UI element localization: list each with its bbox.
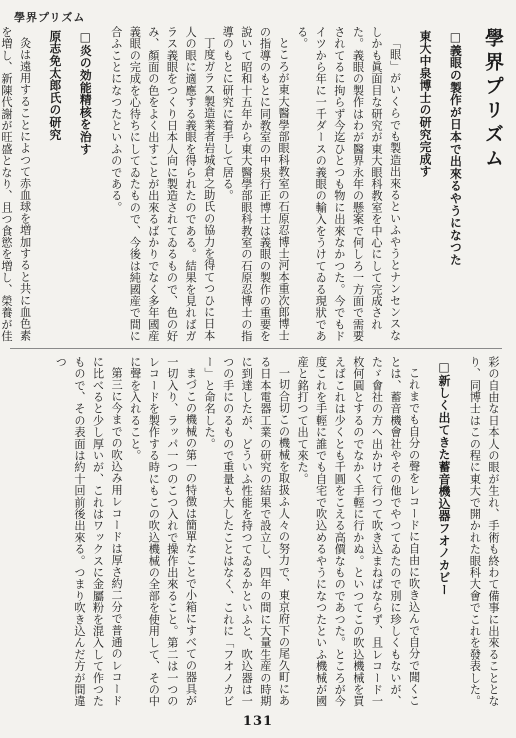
heading-text: 義眼の製作が日本で出來るやうになつた bbox=[448, 44, 463, 266]
subheading-hara: 原志免太郎氏の研究 bbox=[47, 30, 62, 141]
paragraph: これまでも自分の聲をレコードに自由に吹き込んで自分で聞くことは、蓄音機會社やその他でやつてゐたので別に珍しくもないが、たゞ會社の方へ出かけて行つて吹き込まねばならず、且レコード一枚何圓とするのでなかく手輕に行かぬ。といつてこの吹込機械を買えばこれは少くとも千圓をこえる高價なものであつた。ところが今度これを手輕に誰でも自宅で吹込めるやうになつたといふ機械が國産と銘打つて出て來た。 bbox=[296, 356, 421, 707]
box-bullet-icon: □ bbox=[448, 30, 463, 45]
box-bullet-icon: □ bbox=[437, 360, 452, 375]
heading-moxibustion bbox=[76, 30, 95, 340]
heading-phonocabie bbox=[434, 360, 453, 704]
divider-rule bbox=[10, 348, 502, 349]
section-title: 學界プリズム bbox=[482, 28, 504, 172]
running-header: 學界プリズム bbox=[14, 11, 86, 24]
paragraph: 丁度ガラス製造業者岩城倉之助氏の協力を得てつひに日本人の眼に適應する義眼を得られたのである。結果を見ればガラス義眼をつくり日本人向に製造されてゐるもので、色の好み、顏面の色をよく出すことが出來るばかりでなく多年國産義眼の完成を心待ちにしてゐたもので、今後は純國産で間に合ふことになつたといふのである。 bbox=[109, 26, 216, 342]
paragraph: ところが東大醫學部眼科教室の石原忍博士河本重次郎博士の指導のもとに同教室の中泉行正博士は義眼の製作の重要を說いて昭和十五年から東大醫學部眼科教室の石原忍博士の指導のもとに研究に着手して居る。 bbox=[221, 26, 291, 342]
subheading-nakaizumi: 東大中泉博士の研究完成す bbox=[418, 30, 433, 178]
page-number: 131 bbox=[242, 714, 274, 729]
heading-artificial-eye bbox=[446, 30, 465, 340]
bottom-band bbox=[10, 356, 502, 708]
paragraph: まづこの機械の第一の特徴は簡單なことで小箱にすべての器具が一切入り、ラッパ一つのこつ入れで操作出來ること。第二は一つのレコードを製作する時にもこの吹込機械の全部を使用して、その中に聲を入れること。 bbox=[128, 356, 198, 707]
paragraph: 「眼」がいくらでも製造出來るといふやうとナンセンスなしかも眞面目な研究が東大眼科教室を中心にして完成された。義眼の製作はわが醫界永年の懸案で何しろ一方面で需要されてるに拘らず今迄ひとつも物に出來なかつた。今でもドイツから年に一千ダースの義眼の輸入をうけてゐる現狀である。 bbox=[295, 26, 402, 342]
box-bullet-icon: □ bbox=[78, 30, 93, 45]
paragraph: 彩の自由な日本人の眼が生れ、手術も終わて備事に出來ることとなり、同博士はこの程に東大で開かれた眼科大會でこれを發表した。 bbox=[468, 356, 500, 707]
heading-text: 炎の効能精核を治す bbox=[78, 44, 93, 156]
paragraph: 一切合切この機械を取扱ふ人々の努力で、東京府下の尾久町にある日本電器工業の研究の結果で設立し、四年の間に大量生産の時期に到達したが、どういふ性能を持つてゐるかといふと、吹込器は一つの手にのるもので重量も大したことはなく、これに「フオノカビー」と命名した。 bbox=[203, 356, 291, 707]
paragraph: 灸は遠用することによつて赤血球を増加すると共に血色素を増し、新陳代謝が旺盛となり、且つ食慾を増し、榮養が佳 bbox=[0, 26, 32, 342]
heading-text: 新しく出てきた蓄音機込器フオノカビー bbox=[437, 374, 452, 596]
paragraph: 第三に今までの吹込み用レコードは厚さ約二分で普通のレコードに比べると少し厚いが、これはワックスに金屬粉を混入して作つたもので、その表面は約十回前後出來る。つまり吹き込んだ方が間違つ bbox=[54, 356, 124, 707]
top-band bbox=[0, 26, 504, 344]
